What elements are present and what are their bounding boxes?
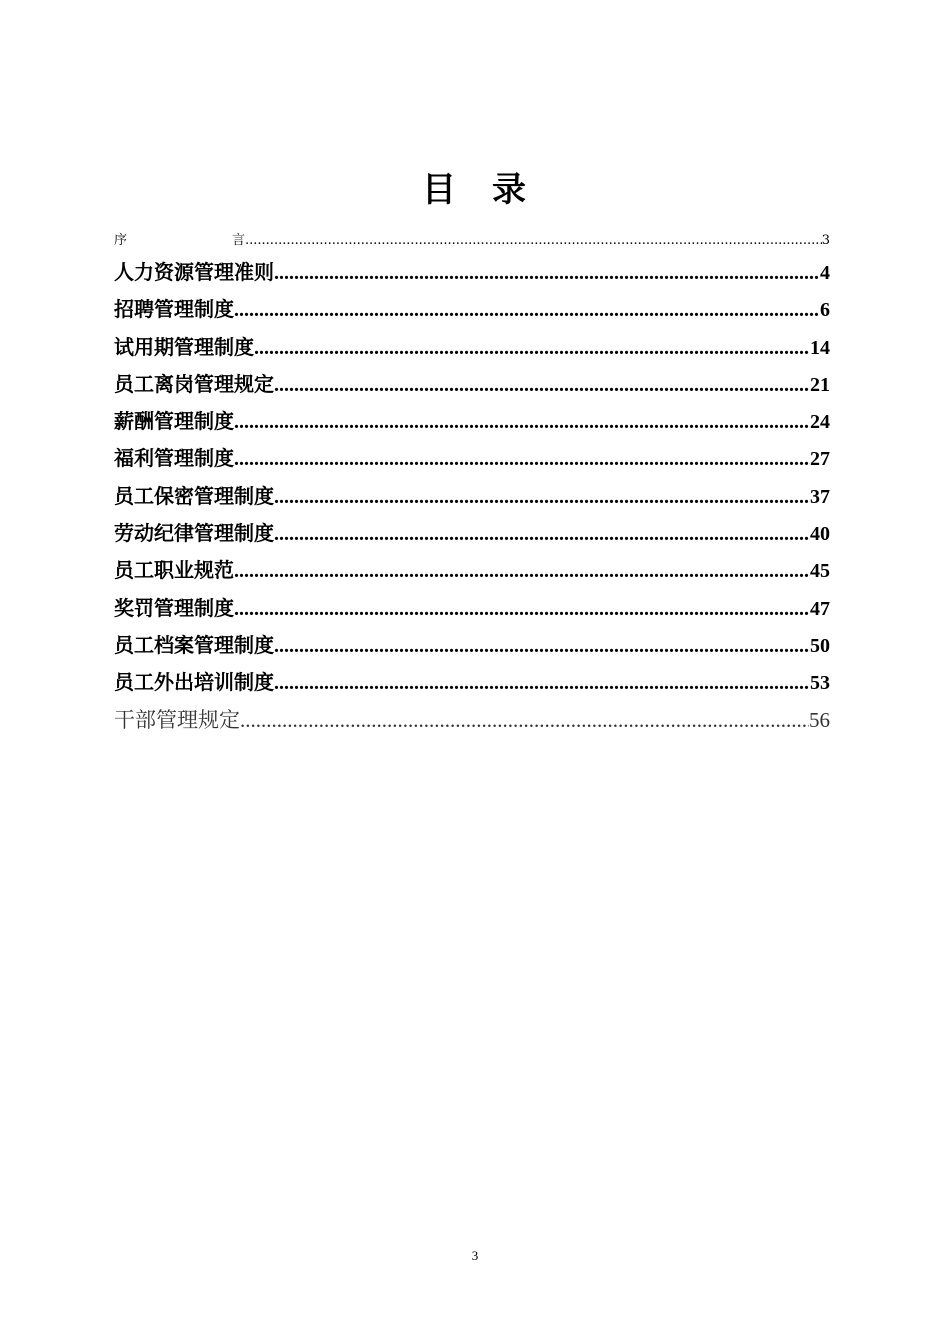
toc-entry[interactable]: [114, 366, 830, 403]
toc-entry-preface[interactable]: [114, 228, 830, 254]
toc-entry[interactable]: [114, 590, 830, 627]
toc-entry-page: 21: [810, 373, 830, 396]
toc-entry[interactable]: [114, 403, 830, 440]
toc-leader-dots: [234, 553, 810, 589]
toc-entry-label: 试用期管理制度: [114, 334, 254, 359]
toc-entry-page: 40: [810, 523, 830, 546]
toc-entry-label: 员工外出培训制度: [114, 670, 274, 695]
toc-entry[interactable]: [114, 478, 830, 515]
toc-entry-page: 53: [810, 672, 830, 695]
toc-entry-label: 劳动纪律管理制度: [114, 521, 274, 546]
toc-leader-dots: [274, 628, 810, 664]
toc-entry-page: 47: [810, 597, 830, 620]
toc-entry-label: 干部管理规定: [114, 707, 240, 732]
title-char-1: 目: [422, 170, 458, 210]
toc-entry-label: 福利管理制度: [114, 446, 234, 471]
toc-leader-dots: [254, 330, 810, 366]
toc-entry-page: 24: [810, 411, 830, 434]
toc-entry-label: 薪酬管理制度: [114, 409, 234, 434]
toc-leader-dots: [245, 228, 822, 254]
toc-entry-label: 员工职业规范: [114, 558, 234, 583]
toc-entry[interactable]: [114, 664, 830, 701]
toc-leader-dots: [274, 255, 820, 291]
toc-entry[interactable]: [114, 627, 830, 664]
toc-entry-label: 员工离岗管理规定: [114, 371, 274, 396]
toc-leader-dots: [274, 367, 810, 403]
toc-entry[interactable]: [114, 291, 830, 328]
toc-entry-page: 6: [820, 299, 830, 322]
page-number: 3: [471, 1248, 479, 1263]
toc-entry-label: 员工档案管理制度: [114, 632, 274, 657]
toc-leader-dots: [234, 292, 820, 328]
toc-entry-page: 4: [820, 262, 830, 284]
toc-entry-last[interactable]: [114, 702, 830, 739]
toc-entry[interactable]: [114, 440, 830, 477]
page-title: [0, 162, 950, 211]
toc-entry-label: 序 言: [114, 233, 246, 248]
toc-entry-page: 27: [810, 448, 830, 471]
toc-leader-dots: [234, 404, 810, 440]
table-of-contents: [114, 228, 830, 739]
toc-leader-dots: [240, 702, 809, 739]
toc-leader-dots: [234, 591, 810, 627]
toc-entry-page: 14: [810, 336, 830, 359]
toc-entry-page: 45: [810, 560, 830, 583]
toc-entry-label: 招聘管理制度: [114, 297, 234, 322]
toc-leader-dots: [274, 516, 810, 552]
toc-entry-page: 37: [810, 485, 830, 508]
toc-entry-page: 56: [809, 707, 830, 732]
toc-entry[interactable]: [114, 254, 830, 291]
title-char-2: 录: [492, 170, 528, 210]
toc-entry-label: 奖罚管理制度: [114, 595, 234, 620]
toc-entry-label: 人力资源管理准则: [114, 260, 274, 284]
toc-leader-dots: [274, 665, 810, 701]
toc-leader-dots: [234, 441, 810, 477]
toc-leader-dots: [274, 479, 810, 515]
toc-entry-page: 50: [810, 634, 830, 657]
toc-entry[interactable]: [114, 515, 830, 552]
toc-entry[interactable]: [114, 552, 830, 589]
toc-entry-page: 3: [821, 233, 830, 248]
toc-entry-label: 员工保密管理制度: [114, 483, 274, 508]
toc-entry[interactable]: [114, 329, 830, 366]
